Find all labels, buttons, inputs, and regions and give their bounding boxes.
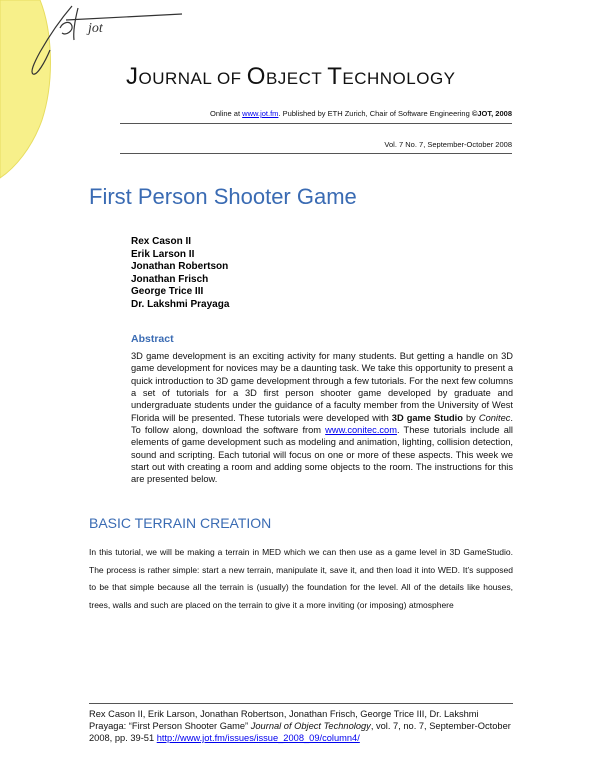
jot-link[interactable]: www.jot.fm: [242, 109, 279, 118]
volume-divider: [120, 153, 512, 154]
author: Jonathan Frisch: [131, 273, 209, 285]
header-divider: [120, 123, 512, 124]
author: Rex Cason II: [131, 236, 192, 247]
logo-text: jot: [88, 21, 103, 36]
author: Dr. Lakshmi Prayaga: [131, 298, 230, 310]
jot-logo: [0, 0, 190, 185]
author: George Trice III: [131, 286, 204, 298]
conitec-link[interactable]: www.conitec.com: [325, 425, 397, 436]
author: Jonathan Robertson: [131, 261, 229, 273]
abstract-body: 3D game development is an exciting activity for many students. But getting a handle on 3D game development for novices may be a daunting task. We take this opportunity to present a quick introduction to 3D game development through a few tutorials. For the next few columns a set of tutorials for a 3D first person shooter game developed by graduate and undergraduate students under the guidance of a faculty member from the University of West Florida will be presented. These tutorials were developed with 3D game Studio by Conitec. To follow along, download the software from www.conitec.com. These tutorials include all elements of game development such as modeling and animation, lighting, collision detection, sound and scripting. Each tutorial will focus on one or more of these aspects. This week we start out with creating a room and adding some objects to the room. The instructions for this are presented below.: [131, 351, 513, 485]
section-heading: BASIC TERRAIN CREATION: [89, 515, 272, 531]
citation-footer: Rex Cason II, Erik Larson, Jonathan Robertson, Jonathan Frisch, George Trice III, Dr. Lakshmi Prayaga: “First Person Shooter Game” Journal of Object Technology, vol. 7, no. 7, September-October 2008, pp. 39-51 http://www.jot.fm/issues/issue_2008_09/column4/: [89, 709, 511, 743]
author-list: [131, 236, 229, 312]
author: Erik Larson II: [131, 248, 195, 260]
volume-info: Vol. 7 No. 7, September-October 2008: [384, 140, 512, 149]
paper-title: First Person Shooter Game: [89, 184, 357, 209]
issue-link[interactable]: http://www.jot.fm/issues/issue_2008_09/column4/: [156, 733, 360, 743]
publication-info: Online at www.jot.fm. Published by ETH Zurich, Chair of Software Engineering ©JOT, 2008: [210, 109, 512, 118]
footer-divider: [89, 703, 513, 704]
section-body: In this tutorial, we will be making a terrain in MED which we can then use as a game level in 3D GameStudio. The process is rather simple: start a new terrain, manipulate it, save it, and then load it into WED. It’s supposed to be that simple because all the terrain is (usually) the foundation for the level. All of the details like houses, trees, walls and such are placed on the terrain to give it a more inviting (or imposing) atmosphere: [89, 547, 513, 611]
logo-crescent: [0, 0, 50, 178]
journal-title: JOURNAL OF OBJECT TECHNOLOGY: [126, 63, 456, 90]
abstract-heading: Abstract: [131, 333, 174, 345]
